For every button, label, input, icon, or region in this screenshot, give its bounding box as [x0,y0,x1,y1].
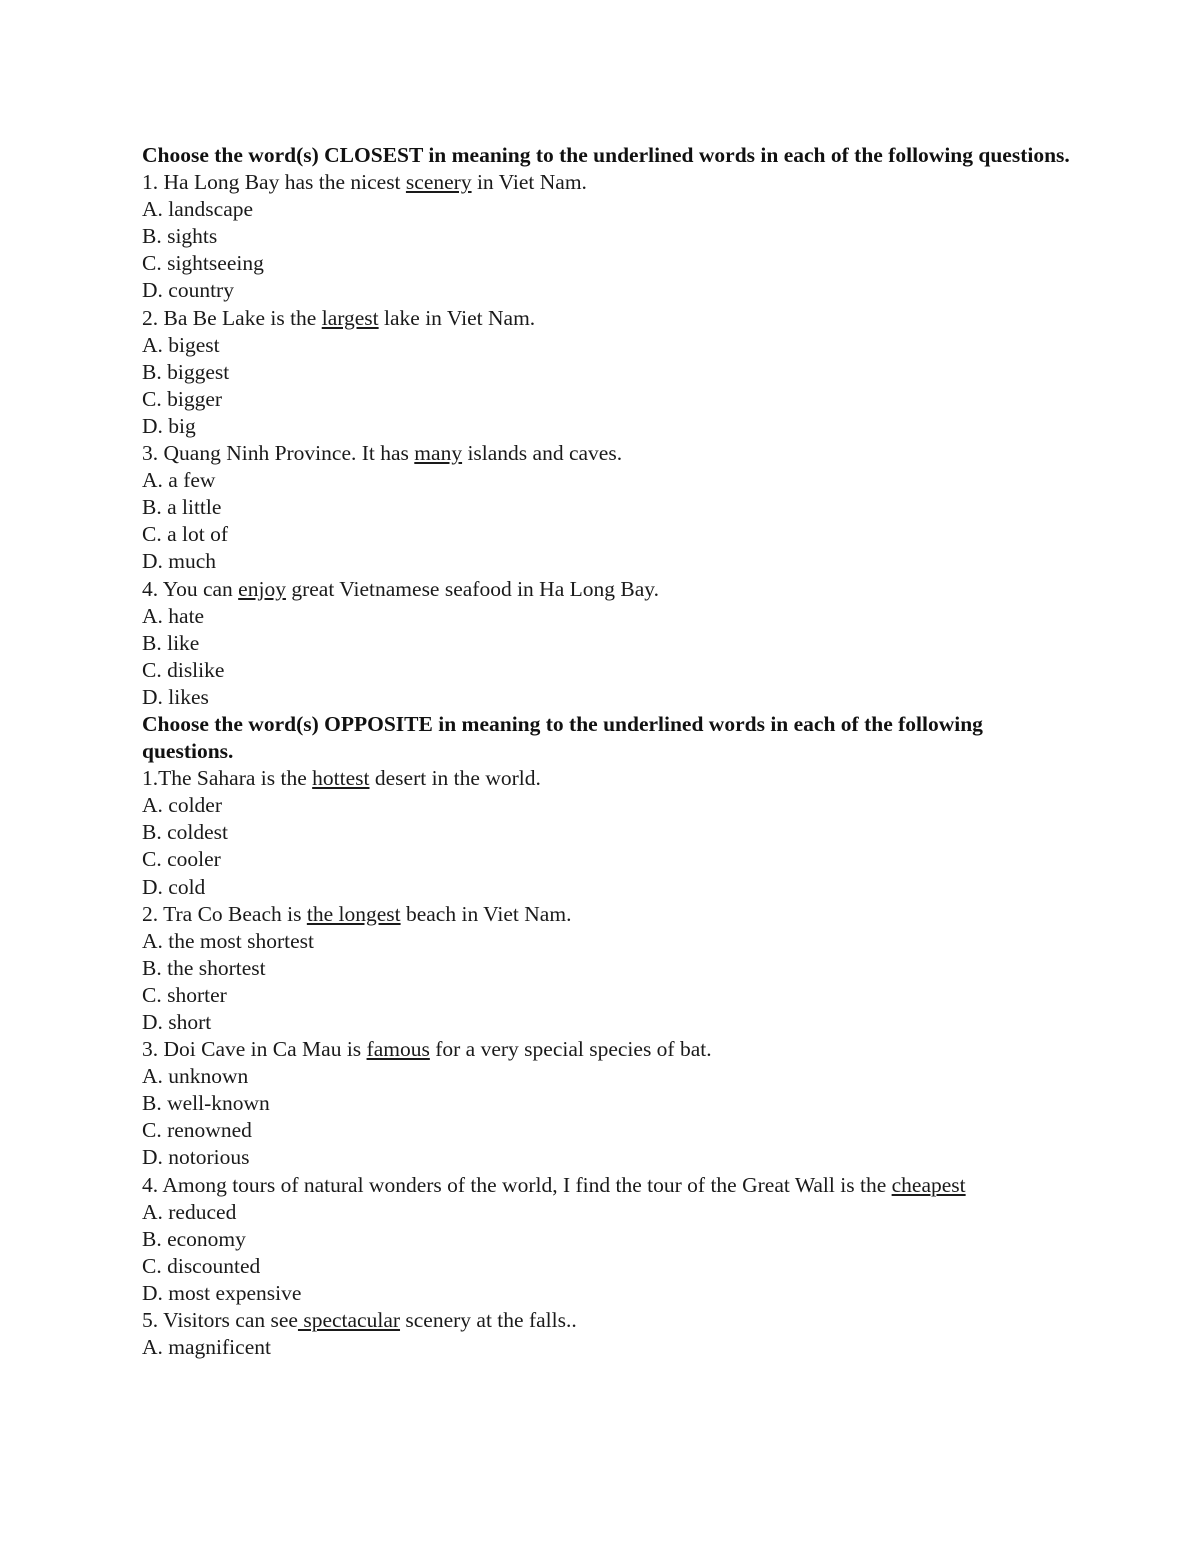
document-page [142,142,1142,1361]
question-text [142,440,1142,467]
question-text [142,169,1142,196]
question-text-after: in Viet Nam. [471,170,587,195]
question-text-before: 4. You can [142,576,239,601]
option-b: B. well-known [142,1091,270,1116]
underlined-word: the longest [306,901,401,926]
underlined-word: hottest [312,766,370,791]
option-d: D. country [142,278,234,303]
option-c: C. discounted [142,1253,261,1278]
option-c: C. renowned [142,1118,252,1143]
option-c: C. a lot of [142,522,228,547]
option-c: C. shorter [142,982,227,1007]
question-text [142,765,1142,792]
option-c: C. cooler [142,847,221,872]
option-b: B. economy [142,1226,246,1251]
question-text [142,305,1142,332]
question-5 [142,1307,1142,1361]
question-2 [142,305,1142,440]
option-b: B. biggest [142,359,230,384]
question-text-after: scenery at the falls.. [400,1308,577,1333]
option-d: D. notorious [142,1145,250,1170]
option-d: D. cold [142,874,206,899]
section-heading: Choose the word(s) OPPOSITE in meaning to the underlined words in each of the following questions. [142,711,983,764]
question-3 [142,1036,1142,1171]
question-2 [142,901,1142,1036]
option-c: C. bigger [142,386,223,411]
question-text-after: beach in Viet Nam. [400,901,572,926]
question-4 [142,576,1142,711]
question-3 [142,440,1142,575]
option-c: C. sightseeing [142,251,264,276]
question-1 [142,765,1142,900]
underlined-word: cheapest [891,1172,966,1197]
underlined-word: famous [366,1037,430,1062]
option-a: A. reduced [142,1199,237,1224]
question-1 [142,169,1142,304]
option-a: A. hate [142,603,205,628]
question-text-before: 1. Ha Long Bay has the nicest [142,170,406,195]
question-text [142,1172,1142,1199]
option-a: A. a few [142,468,216,493]
option-b: B. a little [142,495,222,520]
underlined-word: spectacular [297,1308,401,1333]
question-text-after: great Vietnamese seafood in Ha Long Bay. [285,576,660,601]
underlined-word: many [414,441,463,466]
section-heading: Choose the word(s) CLOSEST in meaning to the underlined words in each of the following questions. [142,143,1070,167]
option-b: B. the shortest [142,955,266,980]
question-text-before: 1.The Sahara is the [142,766,313,791]
option-d: D. much [142,549,217,574]
option-b: B. sights [142,224,218,249]
question-text-after: lake in Viet Nam. [378,305,536,330]
question-text [142,1307,1142,1334]
question-text-before: 3. Doi Cave in Ca Mau is [142,1037,367,1062]
question-text [142,901,1142,928]
option-a: A. magnificent [142,1335,271,1360]
question-text-before: 5. Visitors can see [142,1308,298,1333]
question-text-after: for a very special species of bat. [429,1037,712,1062]
option-b: B. like [142,630,200,655]
option-d: D. short [142,1010,212,1034]
underlined-word: enjoy [238,576,286,601]
option-c: C. dislike [142,657,225,682]
section-opposite [142,711,1142,1361]
question-text-before: 3. Quang Ninh Province. It has [142,441,415,466]
option-d: D. most expensive [142,1280,302,1305]
question-text-before: 4. Among tours of natural wonders of the world, I find the tour of the Great Wall is the [142,1172,892,1197]
question-text-after: islands and caves. [462,441,623,466]
option-a: A. bigest [142,332,220,357]
question-text-after: desert in the world. [369,766,541,791]
option-a: A. colder [142,793,222,818]
option-a: A. unknown [142,1064,249,1089]
question-4 [142,1172,1142,1307]
option-d: D. likes [142,684,209,709]
option-a: A. landscape [142,197,254,222]
question-text-before: 2. Tra Co Beach is [142,901,307,926]
section-closest [142,142,1142,711]
underlined-word: scenery [405,170,472,195]
question-text [142,576,1142,603]
option-d: D. big [142,413,196,438]
question-text [142,1036,1142,1063]
question-text-before: 2. Ba Be Lake is the [142,305,322,330]
option-a: A. the most shortest [142,928,314,953]
underlined-word: largest [321,305,379,330]
option-b: B. coldest [142,820,228,845]
